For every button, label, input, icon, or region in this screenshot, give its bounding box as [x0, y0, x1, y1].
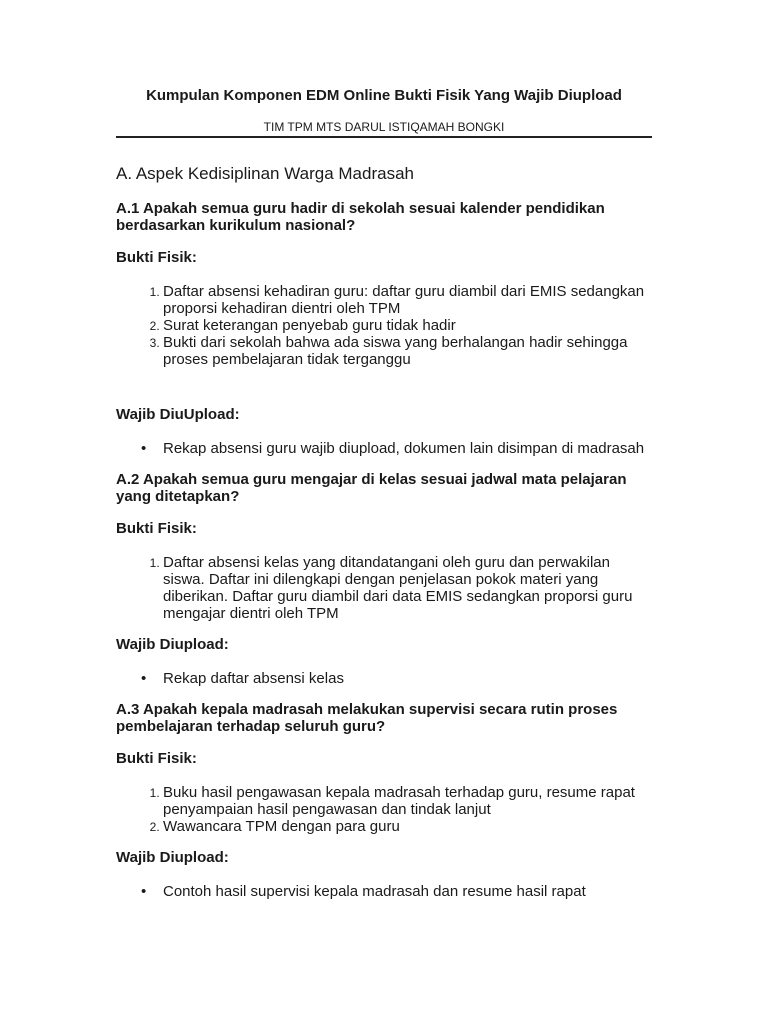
list-item-text: Rekap daftar absensi kelas [163, 670, 344, 687]
question-a2: A.2 Apakah semua guru mengajar di kelas sesuai jadwal mata pelajaran yang ditetapkan? [116, 471, 627, 505]
document-content [116, 163, 652, 914]
list-item-text: Rekap absensi guru wajib diupload, dokumen lain disimpan di madrasah [163, 440, 645, 457]
bukti-list-a3 [116, 784, 652, 835]
bukti-label-a1: Bukti Fisik: [116, 249, 197, 266]
bullet-dot-icon: • [141, 670, 147, 687]
list-item [141, 440, 652, 457]
list-item: 1. Daftar absensi kelas yang ditandatangani oleh guru dan perwakilan siswa. Daftar ini dilengkapi dengan penjelasan pokok materi yang diberikan. Daftar guru diambil dari data EMIS sedangkan proporsi guru mengajar dientri oleh TPM [163, 554, 652, 622]
wajib-list-a2 [116, 670, 652, 687]
wajib-list-a1 [116, 440, 652, 457]
list-item: 3. Bukti dari sekolah bahwa ada siswa yang berhalangan hadir sehingga proses pembelajaran tidak terganggu [163, 334, 652, 368]
bukti-list-a2 [116, 554, 652, 622]
document-title: Kumpulan Komponen EDM Online Bukti Fisik Yang Wajib Diupload [146, 87, 622, 104]
list-item-text: Contoh hasil supervisi kepala madrasah dan resume hasil rapat [163, 883, 586, 900]
bukti-label-a3: Bukti Fisik: [116, 750, 197, 767]
list-item [141, 883, 652, 900]
wajib-label-a2: Wajib Diupload: [116, 636, 229, 653]
question-a3: A.3 Apakah kepala madrasah melakukan supervisi secara rutin proses pembelajaran terhadap seluruh guru? [116, 701, 618, 735]
bukti-label-a2: Bukti Fisik: [116, 520, 197, 537]
document-subtitle: TIM TPM MTS DARUL ISTIQAMAH BONGKI [263, 120, 505, 134]
question-block-a2 [116, 471, 652, 687]
list-item: 1. Daftar absensi kehadiran guru: daftar guru diambil dari EMIS sedangkan proporsi kehadiran dientri oleh TPM [163, 283, 652, 317]
bullet-dot-icon: • [141, 440, 147, 457]
question-a1: A.1 Apakah semua guru hadir di sekolah sesuai kalender pendidikan berdasarkan kurikulum nasional? [116, 200, 605, 234]
list-item [141, 670, 652, 687]
subtitle-rule [116, 119, 652, 138]
list-item: 2. Wawancara TPM dengan para guru [163, 818, 652, 835]
wajib-label-a3: Wajib Diupload: [116, 849, 229, 866]
section-heading: A. Aspek Kedisiplinan Warga Madrasah [116, 164, 414, 183]
wajib-label-a1: Wajib DiuUpload: [116, 406, 240, 423]
question-block-a1 [116, 200, 652, 457]
list-item: 1. Buku hasil pengawasan kepala madrasah terhadap guru, resume rapat penyampaian hasil pengawasan dan tindak lanjut [163, 784, 652, 818]
bullet-dot-icon: • [141, 883, 147, 900]
spacer [116, 382, 652, 406]
bukti-list-a1 [116, 283, 652, 368]
list-item: 2. Surat keterangan penyebab guru tidak hadir [163, 317, 652, 334]
question-block-a3 [116, 701, 652, 900]
wajib-list-a3 [116, 883, 652, 900]
